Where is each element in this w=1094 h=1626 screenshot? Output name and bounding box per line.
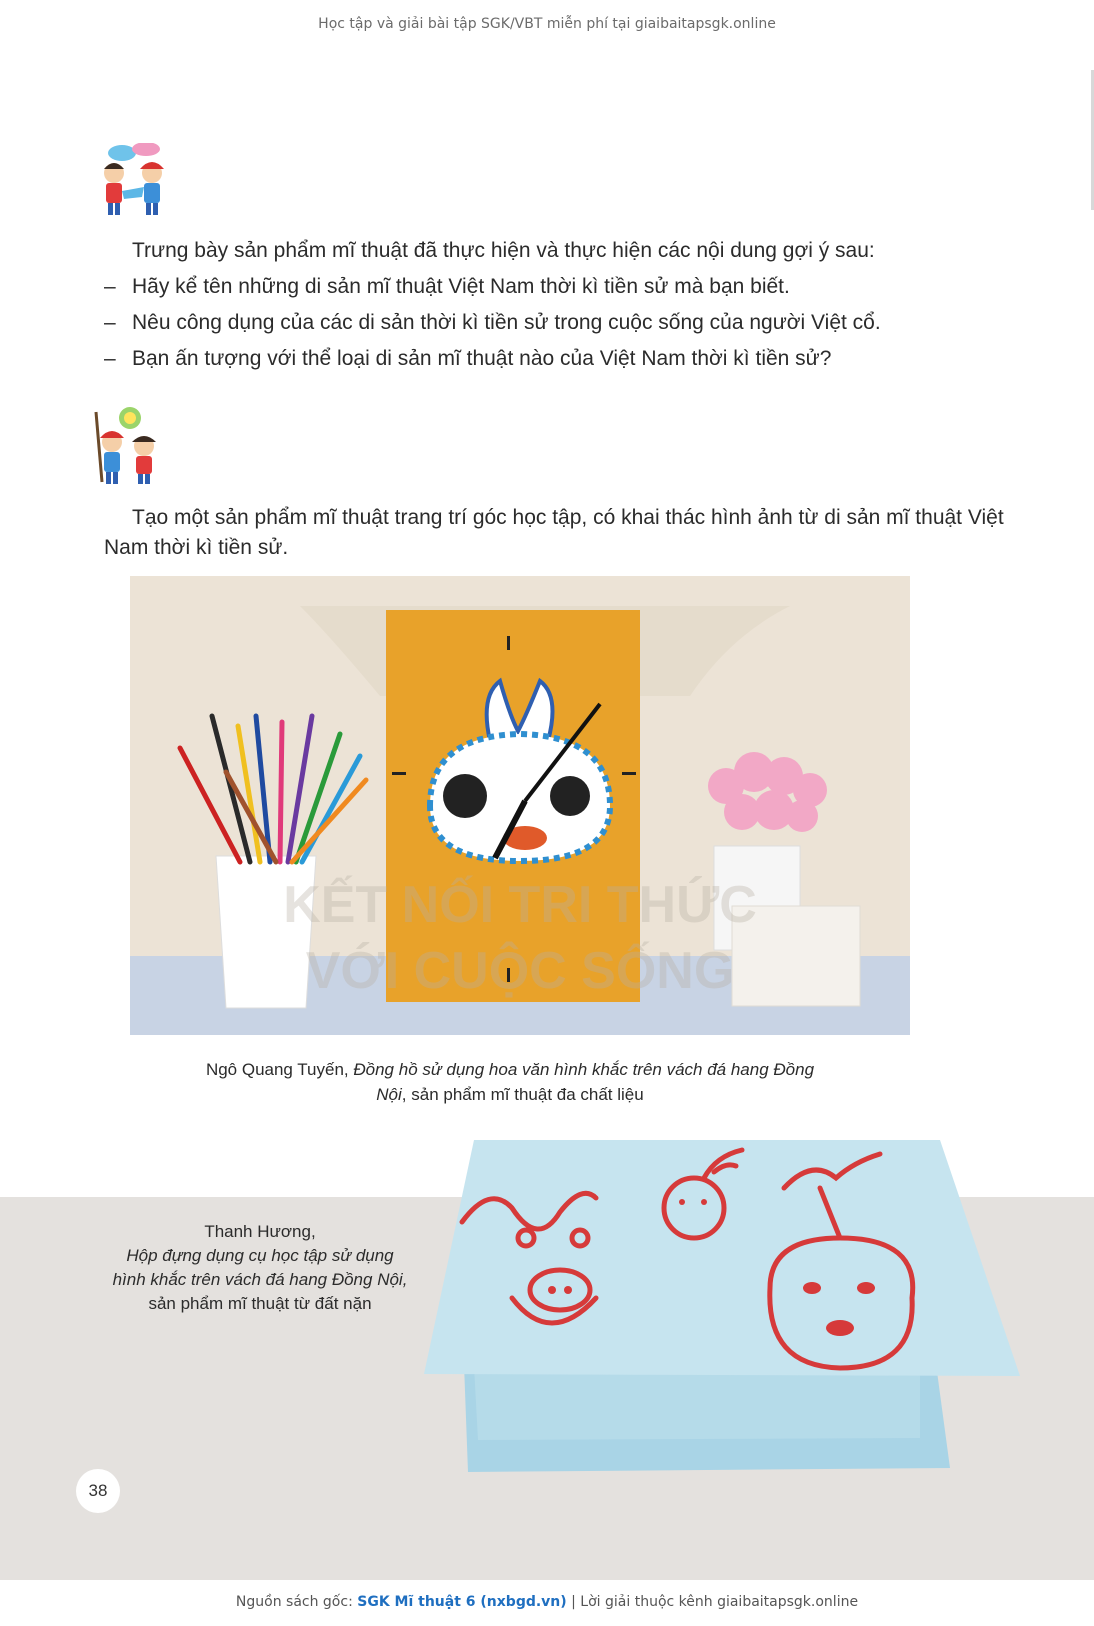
kids-idea-icon: [86, 406, 170, 488]
page-footer: [0, 1594, 1094, 1610]
pencil-box-photo: [420, 1138, 1020, 1478]
list-item: [104, 341, 1004, 377]
figure1-caption-title: Đồng hồ sử dụng hoa văn hình khắc trên vách đá hang Đồng Nội: [353, 1060, 815, 1104]
figure2-caption-author: Thanh Hương,: [204, 1222, 316, 1241]
list-item: [104, 305, 1004, 341]
task-text: Tạo một sản phẩm mĩ thuật trang trí góc học tập, có khai thác hình ảnh từ di sản mĩ thuật Việt Nam thời kì tiền sử.: [104, 506, 1004, 559]
footer-suffix: | Lời giải thuộc kênh giaibaitapsgk.online: [566, 1594, 859, 1610]
watermark-line1: KẾT NỐI TRI THỨC: [283, 876, 757, 934]
figure1-caption: [200, 1057, 820, 1107]
page-number: 38: [76, 1469, 120, 1513]
footer-prefix: Nguồn sách gốc:: [235, 1594, 358, 1610]
list-dash: –: [104, 311, 116, 334]
page-header: Học tập và giải bài tập SGK/VBT miễn phí tại giaibaitapsgk.online: [318, 16, 776, 32]
list-item-text: Hãy kể tên những di sản mĩ thuật Việt Nam thời kì tiền sử mà bạn biết.: [132, 275, 790, 298]
source-book-link[interactable]: SGK Mĩ thuật 6 (nxbgd.vn): [357, 1594, 567, 1610]
figure2-caption-rest: sản phẩm mĩ thuật từ đất nặn: [148, 1294, 372, 1313]
figure2-caption: [100, 1220, 420, 1316]
figure2-caption-title-line1: Hộp đựng dụng cụ học tập sử dụng: [126, 1246, 394, 1265]
list-item-text: Bạn ấn tượng với thể loại di sản mĩ thuật nào của Việt Nam thời kì tiền sử?: [132, 347, 832, 370]
list-dash: –: [104, 347, 116, 370]
list-item-text: Nêu công dụng của các di sản thời kì tiền sử trong cuộc sống của người Việt cổ.: [132, 311, 881, 334]
discussion-intro: Trưng bày sản phẩm mĩ thuật đã thực hiện và thực hiện các nội dung gợi ý sau:: [132, 239, 875, 262]
list-dash: –: [104, 275, 116, 298]
list-item: [104, 269, 1004, 305]
discussion-list: [104, 269, 1004, 377]
figure2-caption-title-line2: hình khắc trên vách đá hang Đồng Nội,: [112, 1270, 408, 1289]
figure1-caption-rest: , sản phẩm mĩ thuật đa chất liệu: [401, 1085, 644, 1104]
clock-artwork-photo: [130, 576, 910, 1035]
figure1-caption-author: Ngô Quang Tuyến,: [205, 1060, 354, 1079]
watermark-line2: VỚI CUỘC SỐNG: [305, 942, 735, 1000]
kids-talking-icon: [92, 143, 176, 219]
